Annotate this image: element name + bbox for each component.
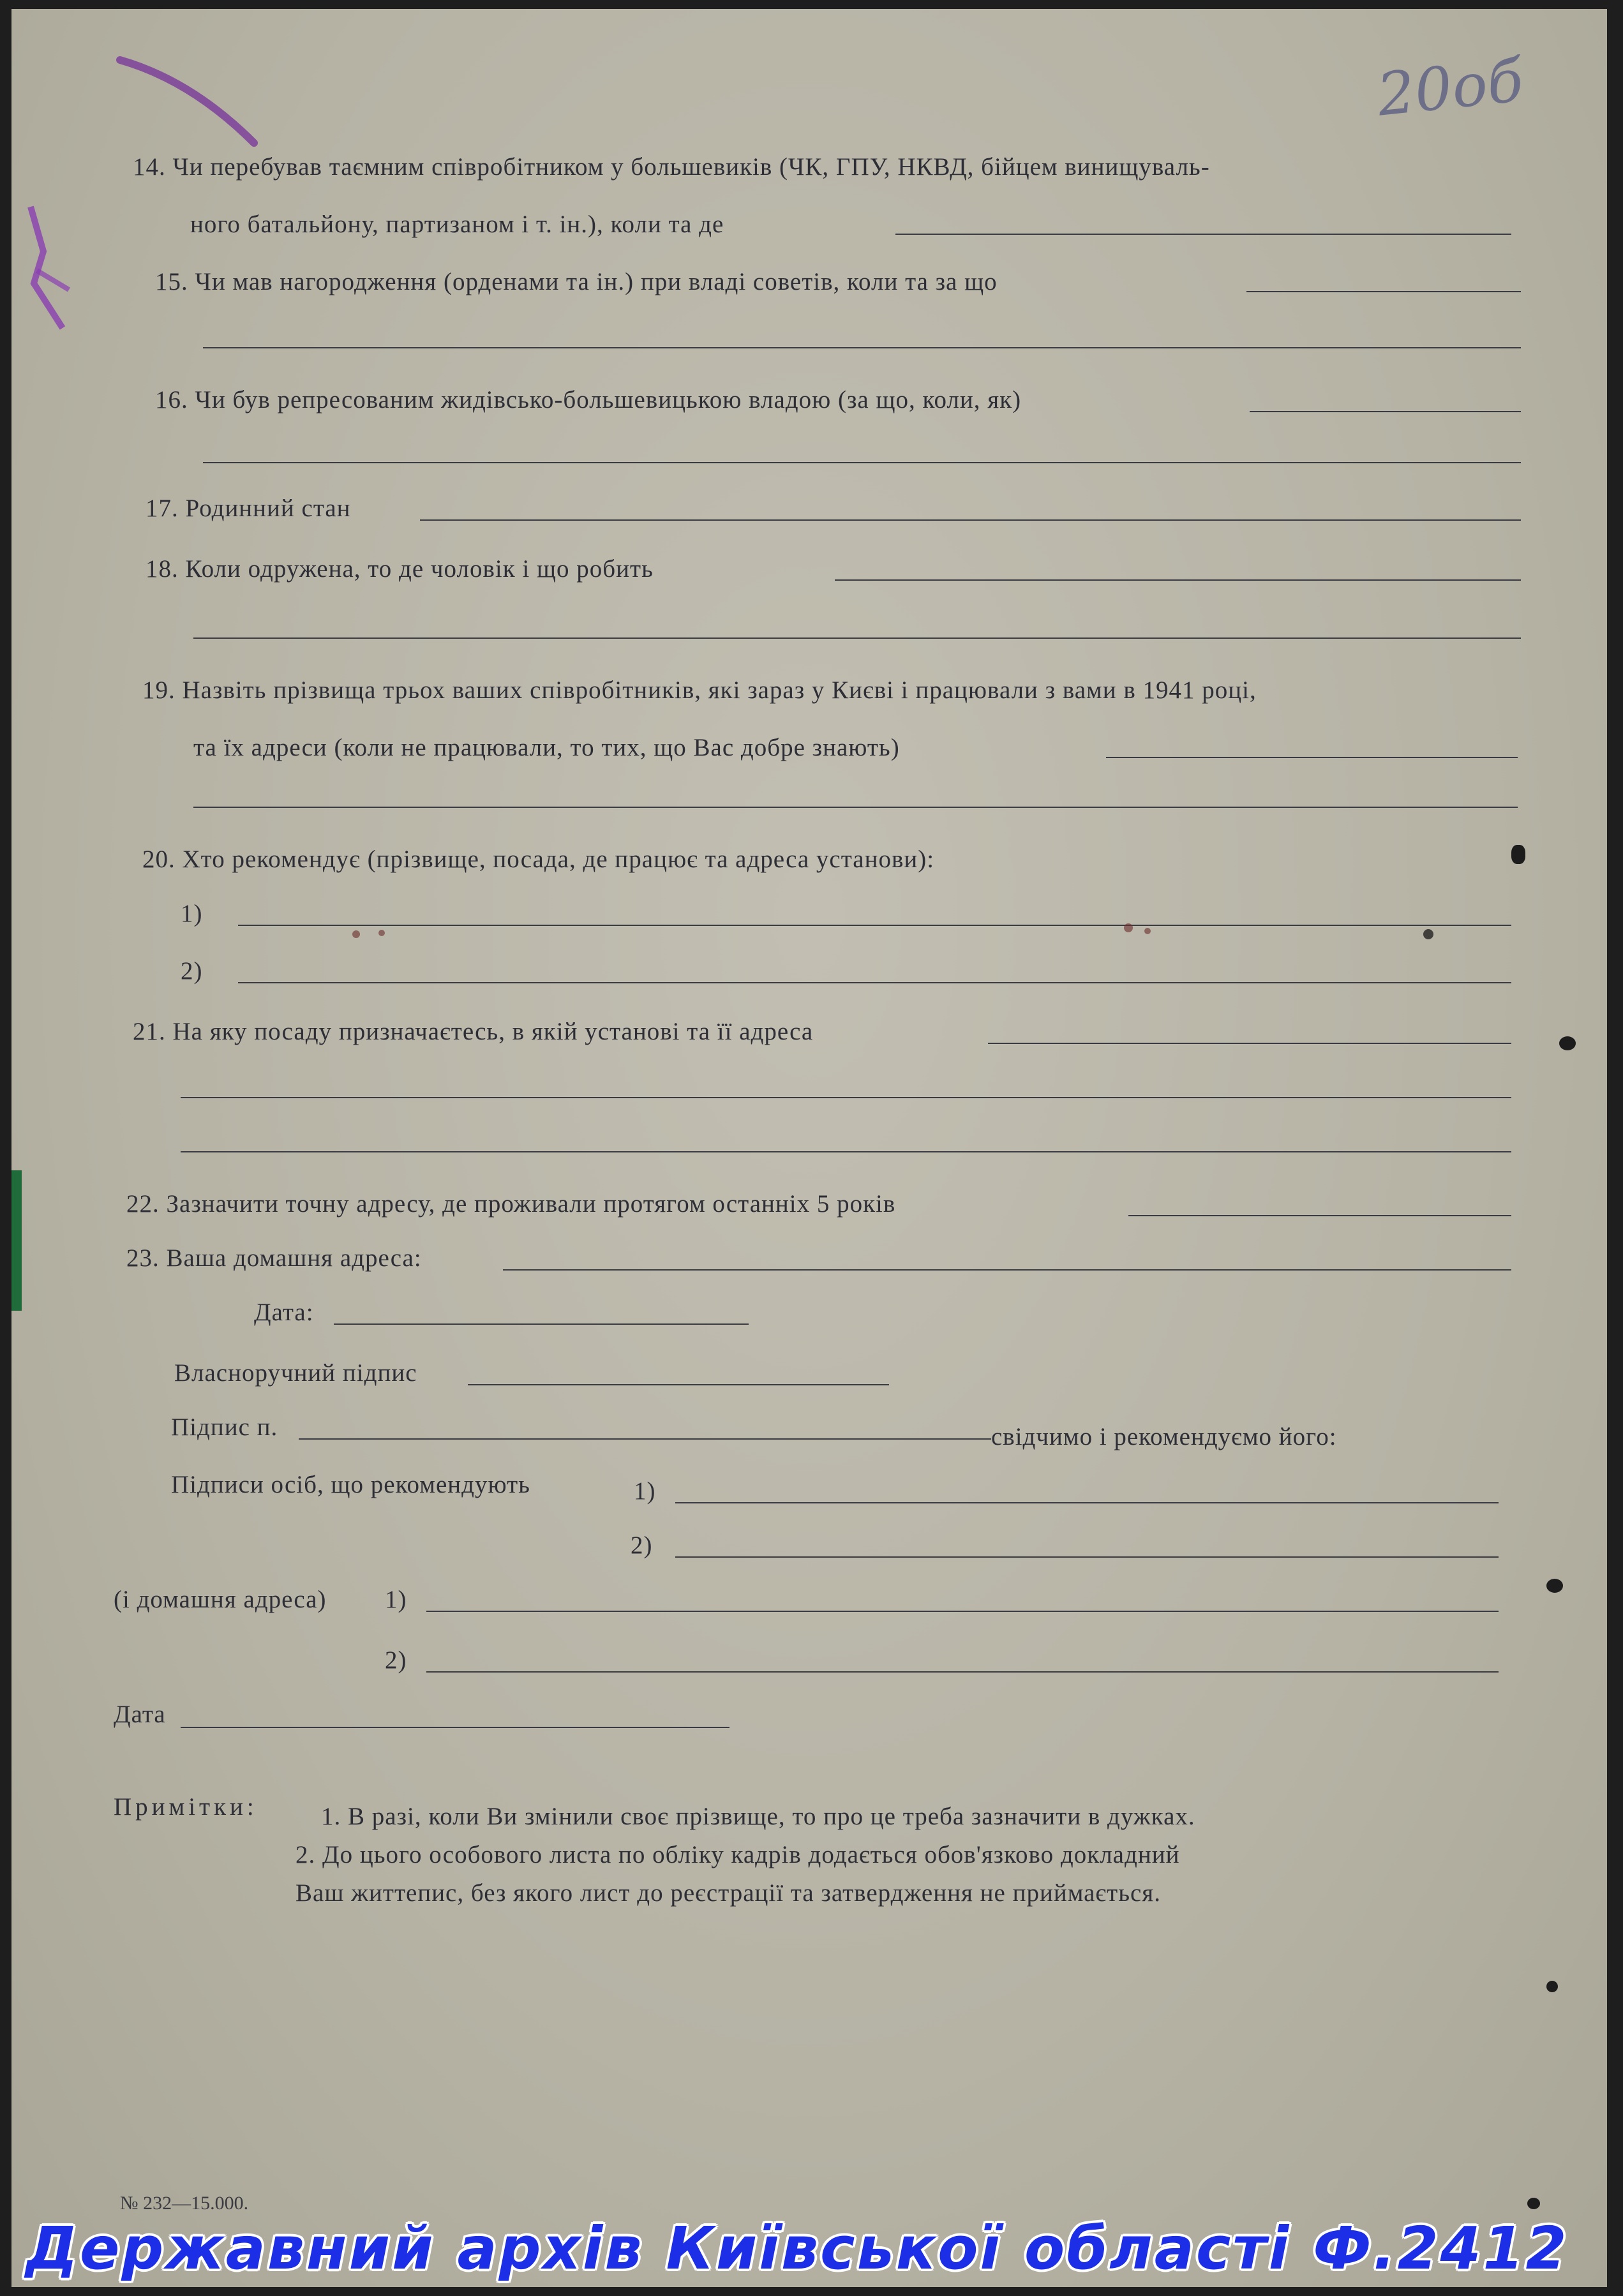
recommender-2-number: 2) (181, 957, 203, 985)
answer-line-14 (895, 234, 1511, 235)
question-23-line1: 23. Ваша домашня адреса: (126, 1244, 422, 1272)
answer-line-16b (203, 462, 1521, 463)
answer-line-15b (203, 347, 1521, 348)
answer-line-18b (193, 637, 1521, 639)
question-16-line1: 16. Чи був репресованим жидівсько-большевицькою владою (за що, коли, як) (155, 386, 1022, 414)
question-20-line1: 20. Хто рекомендує (прізвище, посада, де працює та адреса установи): (142, 846, 935, 873)
dirt-spot (1559, 1036, 1576, 1050)
home-address-line-1 (426, 1611, 1499, 1612)
signature-of-line (299, 1438, 991, 1440)
own-signature-line (468, 1384, 889, 1385)
note-2b: Ваш життепис, без якого лист до реєстрації та затвердження не приймається. (295, 1879, 1161, 1907)
question-15-line1: 15. Чи мав нагородження (орденами та ін.) при владі советів, коли та за що (155, 268, 998, 295)
recommenders-number-1: 1) (634, 1477, 656, 1505)
document-page (11, 9, 1607, 2287)
recommender-signature-line-2 (675, 1556, 1499, 1558)
question-22-line1: 22. Зазначити точну адресу, де проживали протягом останніх 5 років (126, 1190, 896, 1218)
answer-line-18a (835, 579, 1521, 581)
ink-smudge-mark (18, 200, 75, 341)
signature-of-label: Підпис п. (171, 1413, 278, 1441)
dirt-spot (1546, 1579, 1563, 1593)
recommender-signature-line-1 (675, 1502, 1499, 1503)
note-1: 1. В разі, коли Ви змінили своє прізвище, то про це треба зазначити в дужках. (321, 1803, 1195, 1830)
question-19-line1: 19. Назвіть прізвища трьох ваших співробітників, які зараз у Києві і працювали з вами в 1941 році, (142, 676, 1257, 704)
question-19-line2: та їх адреси (коли не працювали, то тих, що Вас добре знають) (193, 734, 900, 761)
notes-label: Примітки: (114, 1793, 258, 1821)
note-2a: 2. До цього особового листа по обліку кадрів додається обов'язково докладний (295, 1841, 1180, 1868)
answer-line-21c (181, 1151, 1511, 1152)
dirt-spot (1546, 1981, 1558, 1992)
date-label: Дата: (254, 1299, 314, 1326)
answer-line-22 (1128, 1215, 1511, 1216)
answer-line-23 (503, 1269, 1511, 1271)
recommenders-number-2: 2) (631, 1532, 653, 1559)
question-21-line1: 21. На яку посаду призначаєтесь, в якій установі та її адреса (133, 1018, 814, 1045)
recommender-1-number: 1) (181, 900, 203, 927)
home-address-number-2: 2) (385, 1646, 407, 1674)
answer-line-16a (1250, 411, 1521, 412)
archive-watermark: Державний архів Київської області Ф.2412 (26, 2214, 1569, 2283)
question-18-line1: 18. Коли одружена, то де чоловік і що робить (146, 555, 654, 583)
question-14-line1: 14. Чи перебував таємним співробітником у большевиків (ЧК, ГПУ, НКВД, бійцем винищуваль- (133, 153, 1210, 181)
dirt-spot (1527, 2198, 1540, 2209)
answer-line-19a (1106, 757, 1518, 758)
green-edge-mark (11, 1170, 22, 1311)
answer-line-15a (1246, 291, 1521, 292)
home-address-label: (і домашня адреса) (114, 1586, 327, 1613)
ink-speckle-mark (343, 915, 1492, 953)
answer-line-21b (181, 1097, 1511, 1098)
recommenders-label: Підписи осіб, що рекомендують (171, 1471, 530, 1498)
answer-line-19b (193, 807, 1518, 808)
final-date-line (181, 1727, 729, 1728)
print-code: № 232—15.000. (120, 2193, 249, 2214)
question-14-line2: ного батальйону, партизаном і т. ін.), коли та де (190, 211, 724, 238)
final-date-label: Дата (114, 1701, 166, 1728)
answer-line-21a (988, 1043, 1511, 1044)
archive-page-number: 20об (1374, 46, 1527, 130)
ink-stroke-mark (107, 47, 273, 156)
own-signature-label: Власноручний підпис (174, 1359, 417, 1387)
answer-line-17 (420, 519, 1521, 521)
answer-line-20-2 (238, 982, 1511, 983)
date-line (334, 1323, 749, 1325)
witness-text: свідчимо і рекомендуємо його: (991, 1423, 1337, 1450)
dirt-spot (1511, 845, 1525, 864)
question-17-line1: 17. Родинний стан (146, 495, 351, 522)
home-address-number-1: 1) (385, 1586, 407, 1613)
home-address-line-2 (426, 1671, 1499, 1673)
